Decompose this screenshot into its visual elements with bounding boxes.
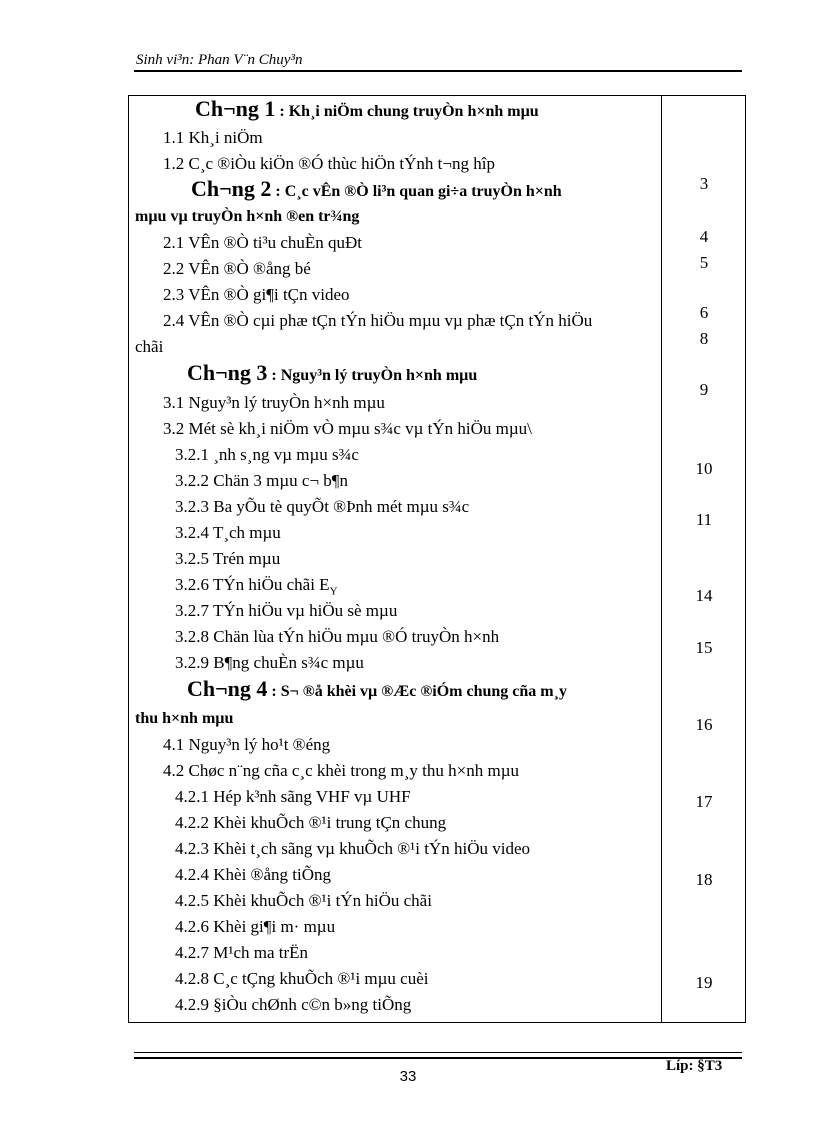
toc-subsection [175,890,432,912]
toc-subsection [175,548,280,570]
author-line: Sinh vi³n: Phan V¨n Chuy³n [136,52,303,68]
toc-chapter-heading [195,98,539,123]
chapter-title: : Nguy³n lý truyÒn h×nh mµu [267,367,478,384]
toc-entry-text: 4.2.5 Khèi khuÕch ®¹i tÝn hiÖu chãi [175,891,432,910]
toc-page-number: 15 [695,638,713,657]
toc-entry-text: 3.2.1 ¸nh s¸ng vµ mµu s¾c [175,445,359,464]
subscript: Y [329,585,338,598]
chapter-title: : S¬ ®å khèi vµ ®Æc ®iÓm chung cña m¸y [267,683,567,700]
toc-entry-text: 3.2.4 T¸ch mµu [175,523,281,542]
toc-subsection [175,812,446,834]
toc-entry-text: 4.2.6 Khèi gi¶i m· mµu [175,917,336,936]
toc-entry-text: 4.2.8 C¸c tÇng khuÕch ®¹i mµu cuèi [175,969,429,988]
toc-entry-text: mµu vµ truyÒn h×nh ®en tr¾ng [135,208,360,225]
toc-entry-text: chãi [135,337,164,356]
class-label: Líp: §T3 [666,1058,723,1074]
toc-entry-text: 4.1 Nguy³n lý ho¹t ®éng [163,735,331,754]
toc-entry-text: 4.2.7 M¹ch ma trËn [175,943,309,962]
toc-subsection [175,838,530,860]
toc-entry-text: 3.2 Mét sè kh¸i niÖm vÒ mµu s¾c vµ tÝn hiÖu mµu\ [163,419,532,438]
toc-subsection [175,916,335,938]
toc-entry-text: 2.2 VÊn ®Ò ®ång bé [163,259,311,278]
toc-entry-text: 4.2.1 Hép k³nh sãng VHF vµ UHF [175,787,411,806]
toc-subsection [175,600,397,622]
toc-section [163,392,385,414]
toc-entry-text: thu h×nh mµu [135,710,234,727]
toc-section [163,734,330,756]
toc-entry-text: 3.2.7 TÝn hiÖu vµ hiÖu sè mµu [175,601,398,620]
toc-entry-text: 3.1 Nguy³n lý truyÒn h×nh mµu [163,393,385,412]
toc-entry-text: 1.2 C¸c ®iÒu kiÖn ®Ó thùc hiÖn tÝnh t¬ng hîp [163,154,495,173]
toc-section [163,232,362,254]
toc-section [163,418,532,440]
toc-page-number: 4 [699,227,709,246]
toc-entry-text: 4.2.9 §iÒu chØnh c©n b»ng tiÕng [175,995,412,1014]
toc-page-number: 11 [695,510,713,529]
toc-section [163,310,592,332]
toc-subsection [175,574,338,602]
chapter-title: : Kh¸i niÖm chung truyÒn h×nh mµu [275,103,539,120]
toc-entry-text: 4.2.2 Khèi khuÕch ®¹i trung tÇn chung [175,813,447,832]
toc-chapter-heading [191,178,562,203]
toc-subsection [175,496,469,518]
toc-entry-text: 3.2.2 Chän 3 mµu c¬ b¶n [175,471,348,490]
toc-page-number: 10 [695,459,713,478]
toc-subsection [175,968,429,990]
toc-section [163,258,311,280]
toc-section [163,760,519,782]
toc-section [135,206,359,228]
toc-page-number: 3 [699,174,709,193]
page-header [134,48,742,72]
toc-page-number: 14 [695,586,713,605]
toc-entry-text: 2.4 VÊn ®Ò cµi phæ tÇn tÝn hiÖu mµu vµ phæ tÇn tÝn hiÖu [163,311,593,330]
page-number-column [662,96,746,1022]
chapter-number: Ch¬ng 1 [195,96,276,121]
toc-subsection [175,864,331,886]
toc-entry-text: 2.1 VÊn ®Ò ti³u chuÈn quÐt [163,233,363,252]
toc-section [163,284,350,306]
toc-page-number: 5 [699,253,709,272]
toc-subsection [175,786,411,808]
toc-entries [129,96,659,1022]
toc-section [135,336,163,358]
page-number: 33 [399,1068,417,1085]
toc-entry-text: 3.2.5 Trén mµu [175,549,281,568]
toc-page-number: 6 [699,303,709,322]
footer-rule [134,1052,742,1059]
toc-subsection [175,626,499,648]
toc-chapter-heading [187,678,567,703]
toc-entry-text: 4.2.4 Khèi ®ång tiÕng [175,865,331,884]
toc-page-number: 18 [695,870,713,889]
toc-subsection [175,444,359,466]
toc-chapter-heading [187,362,477,387]
toc-section [163,153,495,175]
toc-page-number: 9 [699,380,709,399]
toc-page-number: 8 [699,329,709,348]
table-of-contents [128,95,746,1023]
toc-section [135,708,233,730]
toc-entry-text: 4.2 Chøc n¨ng cña c¸c khèi trong m¸y thu h×nh mµu [163,761,520,780]
toc-page-number: 19 [695,973,713,992]
chapter-number: Ch¬ng 2 [191,176,272,201]
toc-entry-text: 3.2.3 Ba yÕu tè quyÕt ®Þnh mét mµu s¾c [175,497,470,516]
chapter-number: Ch¬ng 4 [187,676,268,701]
toc-section [163,127,263,149]
toc-page-number: 17 [695,792,713,811]
toc-entry-text: 3.2.8 Chän lùa tÝn hiÖu mµu ®Ó truyÒn h×nh [175,627,500,646]
toc-subsection [175,942,308,964]
toc-entry-text: 2.3 VÊn ®Ò gi¶i tÇn video [163,285,350,304]
toc-subsection [175,470,348,492]
chapter-number: Ch¬ng 3 [187,360,268,385]
toc-entry-text: 3.2.6 TÝn hiÖu chãi E [175,575,330,594]
toc-entry-text: 3.2.9 B¶ng chuÈn s¾c mµu [175,653,364,672]
toc-entry-text: 4.2.3 Khèi t¸ch sãng vµ khuÕch ®¹i tÝn hiÖu video [175,839,531,858]
chapter-title: : C¸c vÊn ®Ò li³n quan gi÷a truyÒn h×nh [271,183,562,200]
toc-subsection [175,522,281,544]
toc-page-number: 16 [695,715,713,734]
toc-subsection [175,994,411,1016]
toc-entry-text: 1.1 Kh¸i niÖm [163,128,263,147]
toc-subsection [175,652,364,674]
